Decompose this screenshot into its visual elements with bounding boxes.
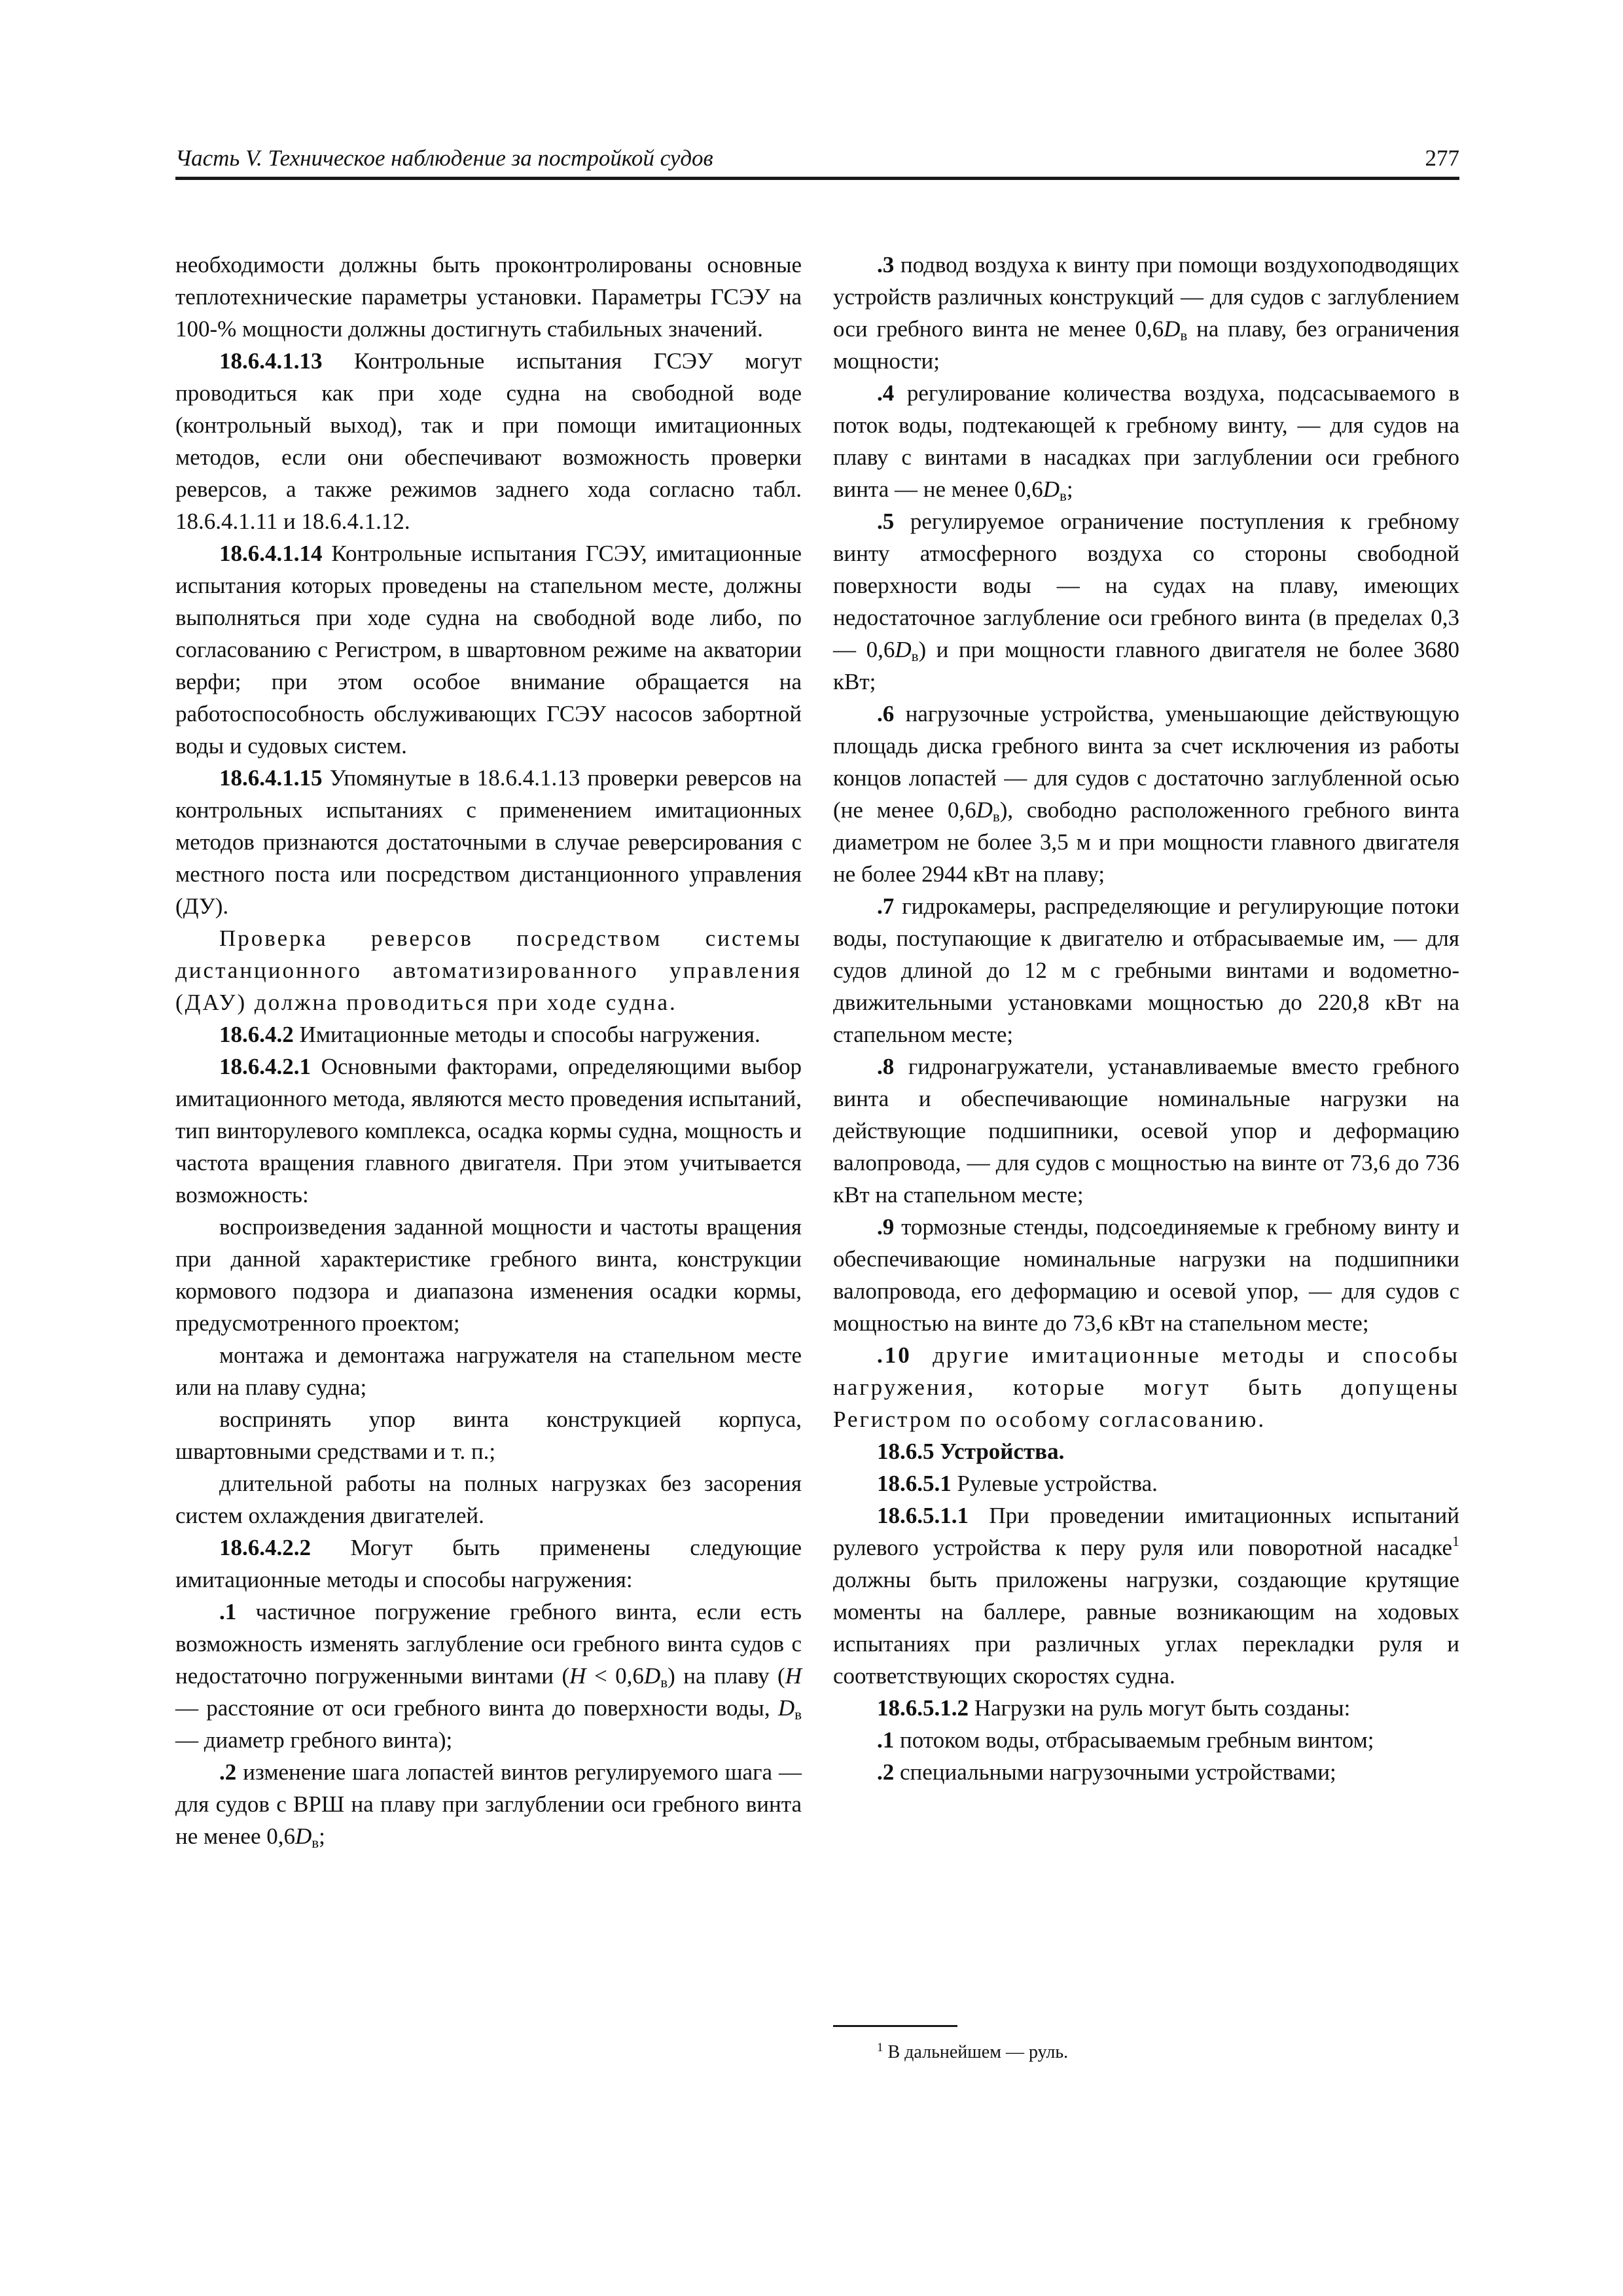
paragraph-text: Проверка реверсов посредством системы дистанционного автоматизированного управления (ДАУ) должна проводиться при ходе судна. <box>175 925 802 1015</box>
paragraph-text: Имитационные методы и способы нагружения. <box>293 1022 760 1047</box>
math-subscript: в <box>1060 488 1067 504</box>
paragraph-text: Могут быть применены следующие имитационные методы и способы нагружения: <box>175 1535 802 1592</box>
paragraph-text: гидронагружатели, устанавливаемые вместо гребного винта и обеспечивающие номинальные нагрузки на действующие подшипники, осевой упор и деформацию валопровода, — для судов с мощностью на винте от 73,6 до 736 кВт на стапельном месте; <box>833 1054 1459 1208</box>
paragraph-text: Контрольные испытания ГСЭУ, имитационные испытания которых проведены на стапельном месте, должны выполняться при ходе судна на свободной воде либо, по согласованию с Регистром, в швартовном режиме на акватории верфи; при этом особое внимание обращается на работоспособность обслуживающих ГСЭУ насосов забортной воды и судовых систем. <box>175 541 802 759</box>
running-header <box>175 141 1459 175</box>
paragraph-text: тормозные стенды, подсоединяемые к гребному винту и обеспечивающие номинальные нагрузки на подшипники валопровода, его деформацию и осевой упор, — для судов с мощностью на винте до 73,6 кВт на стапельном месте; <box>833 1214 1459 1336</box>
paragraph-text: Нагрузки на руль могут быть созданы: <box>969 1695 1351 1721</box>
paragraph-text: потоком воды, отбрасываемым гребным винтом; <box>894 1727 1374 1753</box>
item-number: .4 <box>877 380 895 406</box>
list-item <box>833 698 1459 890</box>
footnote-rule <box>833 2025 957 2027</box>
paragraph <box>175 537 802 762</box>
paragraph-text: При проведении имитационных испытаний рулевого устройства к перу руля или поворотной насадке <box>833 1503 1459 1560</box>
paragraph-text: подвод воздуха к винту при помощи воздухоподводящих устройств различных конструкций — для судов с заглублением оси гребного винта не менее 0,6 <box>833 252 1459 342</box>
list-item <box>833 377 1459 505</box>
paragraph <box>833 1692 1459 1724</box>
math-subscript: в <box>312 1835 319 1851</box>
paragraph-text: воспринять упор винта конструкцией корпуса, швартовными средствами и т. п.; <box>175 1407 802 1464</box>
paragraph-text: регулируемое ограничение поступления к гребному винту атмосферного воздуха со стороны свободной поверхности воды — на судах на плаву, имеющих недостаточное заглубление оси гребного винта (в пределах 0,3 — 0,6 <box>833 509 1459 662</box>
list-item <box>833 249 1459 377</box>
paragraph-text: частичное погружение гребного винта, если есть возможность изменять заглубление оси гребного винта судов с недостаточно погруженными винтами ( <box>175 1599 802 1689</box>
page-number: 277 <box>1425 145 1459 171</box>
paragraph-text: специальными нагрузочными устройствами; <box>894 1759 1336 1785</box>
math-symbol: D <box>1043 476 1060 502</box>
paragraph <box>175 922 802 1018</box>
paragraph <box>175 762 802 922</box>
clause-number: 18.6.4.1.15 <box>219 765 323 791</box>
section-heading <box>833 1435 1459 1467</box>
math-symbol: D <box>643 1663 661 1689</box>
paragraph-text: Основными факторами, определяющими выбор имитационного метода, являются место проведения испытаний, тип винторулевого комплекса, осадка кормы судна, мощность и частота вращения главного двигателя. При этом учитывается возможность: <box>175 1054 802 1208</box>
paragraph-text: гидрокамеры, распределяющие и регулирующие потоки воды, поступающие к двигателю и отбрасываемые им, — для судов длиной до 12 м с гребными винтами и водометно-движительными установками мощностью до 220,8 кВт на стапельном месте; <box>833 893 1459 1047</box>
math-subscript: в <box>794 1706 802 1723</box>
paragraph <box>175 1403 802 1467</box>
paragraph-text: нагрузочные устройства, уменьшающие действующую площадь диска гребного винта за счет исключения из работы концов лопастей — для судов с достаточно заглубленной осью (не менее 0,6 <box>833 701 1459 823</box>
footnote-marker[interactable]: 1 <box>1452 1533 1459 1549</box>
paragraph-text: монтажа и демонтажа нагружателя на стапельном месте или на плаву судна; <box>175 1342 802 1400</box>
paragraph-text: Упомянутые в 18.6.4.1.13 проверки реверсов на контрольных испытаниях с применением имитационных методов признаются достаточными в случае реверсирования с местного поста или посредством дистанционного управления (ДУ). <box>175 765 802 919</box>
item-number: .8 <box>877 1054 895 1079</box>
header-rule <box>175 177 1459 180</box>
clause-number: 18.6.4.2 <box>219 1022 294 1047</box>
paragraph-text: Контрольные испытания ГСЭУ могут проводиться как при ходе судна на свободной воде (контрольный выход), так и при помощи имитационных методов, если они обеспечивают возможность проверки реверсов, а также режимов заднего хода согласно табл. 18.6.4.1.11 и 18.6.4.1.12. <box>175 348 802 534</box>
math-subscript: в <box>660 1674 668 1691</box>
paragraph-text: другие имитационные методы и способы нагружения, которые могут быть допущены Регистром по особому согласованию. <box>833 1342 1459 1432</box>
left-column <box>175 249 802 1852</box>
footnote-number: 1 <box>877 2041 883 2054</box>
right-column <box>833 249 1459 1788</box>
item-number: .2 <box>877 1759 895 1785</box>
footnote-text: В дальнейшем — руль. <box>883 2042 1069 2062</box>
paragraph <box>175 1050 802 1211</box>
list-item <box>833 1211 1459 1339</box>
paragraph <box>175 1018 802 1050</box>
math-symbol: D <box>295 1823 312 1849</box>
paragraph <box>833 1499 1459 1692</box>
list-item <box>175 1596 802 1756</box>
paragraph <box>175 1339 802 1403</box>
clause-number: 18.6.4.1.14 <box>219 541 323 566</box>
paragraph-text: ; <box>1066 476 1073 502</box>
item-number: .7 <box>877 893 895 919</box>
math-symbol: D <box>976 797 993 823</box>
list-item <box>833 505 1459 698</box>
paragraph-text: на плаву, без ограничения мощности; <box>833 316 1459 374</box>
list-item <box>833 890 1459 1050</box>
paragraph-text: Рулевые устройства. <box>951 1471 1158 1496</box>
item-number: .9 <box>877 1214 895 1240</box>
paragraph-text: регулирование количества воздуха, подсасываемого в поток воды, подтекающей к гребному винту, — для судов на плаву с винтами в насадках при заглублении оси гребного винта — не менее 0,6 <box>833 380 1459 502</box>
item-number: .3 <box>877 252 895 278</box>
paragraph-text: изменение шага лопастей винтов регулируемого шага — для судов с ВРШ на плаву при заглублении оси гребного винта не менее 0,6 <box>175 1759 802 1849</box>
clause-number: 18.6.5.1.1 <box>877 1503 969 1528</box>
paragraph-text: необходимости должны быть проконтролированы основные теплотехнические параметры установки. Параметры ГСЭУ на 100-% мощности должны достигнуть стабильных значений. <box>175 252 802 342</box>
paragraph-text: должны быть приложены нагрузки, создающие крутящие моменты на баллере, равные возникающим на ходовых испытаниях при различных углах перекладки руля и соответствующих скоростях судна. <box>833 1567 1459 1689</box>
math-symbol: D <box>895 637 912 662</box>
paragraph-text: воспроизведения заданной мощности и частоты вращения при данной характеристике гребного винта, конструкции кормового подзора и диапазона изменения осадки кормы, предусмотренного проектом; <box>175 1214 802 1336</box>
item-number: .6 <box>877 701 895 726</box>
list-item <box>175 1756 802 1852</box>
paragraph-text: ; <box>319 1823 325 1849</box>
math-subscript: в <box>992 808 1000 825</box>
clause-number: 18.6.4.2.2 <box>219 1535 311 1560</box>
math-symbol: D <box>777 1695 795 1721</box>
list-item <box>833 1339 1459 1435</box>
clause-number: 18.6.5.1.2 <box>877 1695 969 1721</box>
paragraph-text: ), свободно расположенного гребного винта диаметром не более 3,5 м и при мощности главного двигателя не более 2944 кВт на плаву; <box>833 797 1460 887</box>
paragraph <box>175 345 802 537</box>
paragraph-text: ) на плаву ( <box>668 1663 785 1689</box>
paragraph <box>175 1211 802 1339</box>
math-subscript: в <box>911 648 919 664</box>
paragraph <box>175 249 802 345</box>
paragraph-text: — диаметр гребного винта); <box>175 1727 453 1753</box>
math-symbol: H <box>569 1663 586 1689</box>
section-heading-text: 18.6.5 Устройства. <box>877 1439 1065 1464</box>
item-number: .2 <box>219 1759 237 1785</box>
list-item <box>833 1050 1459 1211</box>
math-symbol: H <box>785 1663 802 1689</box>
paragraph <box>175 1467 802 1532</box>
clause-number: 18.6.4.1.13 <box>219 348 323 374</box>
paragraph-text: ) и при мощности главного двигателя не более 3680 кВт; <box>833 637 1459 694</box>
footnote <box>877 2041 1068 2064</box>
list-item <box>833 1756 1459 1788</box>
clause-number: 18.6.4.2.1 <box>219 1054 311 1079</box>
paragraph-text: — расстояние от оси гребного винта до поверхности воды, <box>175 1695 778 1721</box>
item-number: .1 <box>219 1599 237 1624</box>
item-number: .1 <box>877 1727 895 1753</box>
paragraph-text: < 0,6 <box>586 1663 644 1689</box>
running-title: Часть V. Техническое наблюдение за постройкой судов <box>175 145 713 171</box>
math-subscript: в <box>1180 327 1188 344</box>
clause-number: 18.6.5.1 <box>877 1471 952 1496</box>
math-symbol: D <box>1164 316 1181 342</box>
paragraph <box>175 1532 802 1596</box>
item-number: .5 <box>877 509 895 534</box>
item-number: .10 <box>877 1342 912 1368</box>
paragraph-text: длительной работы на полных нагрузках без засорения систем охлаждения двигателей. <box>175 1471 802 1528</box>
list-item <box>833 1724 1459 1756</box>
paragraph <box>833 1467 1459 1499</box>
